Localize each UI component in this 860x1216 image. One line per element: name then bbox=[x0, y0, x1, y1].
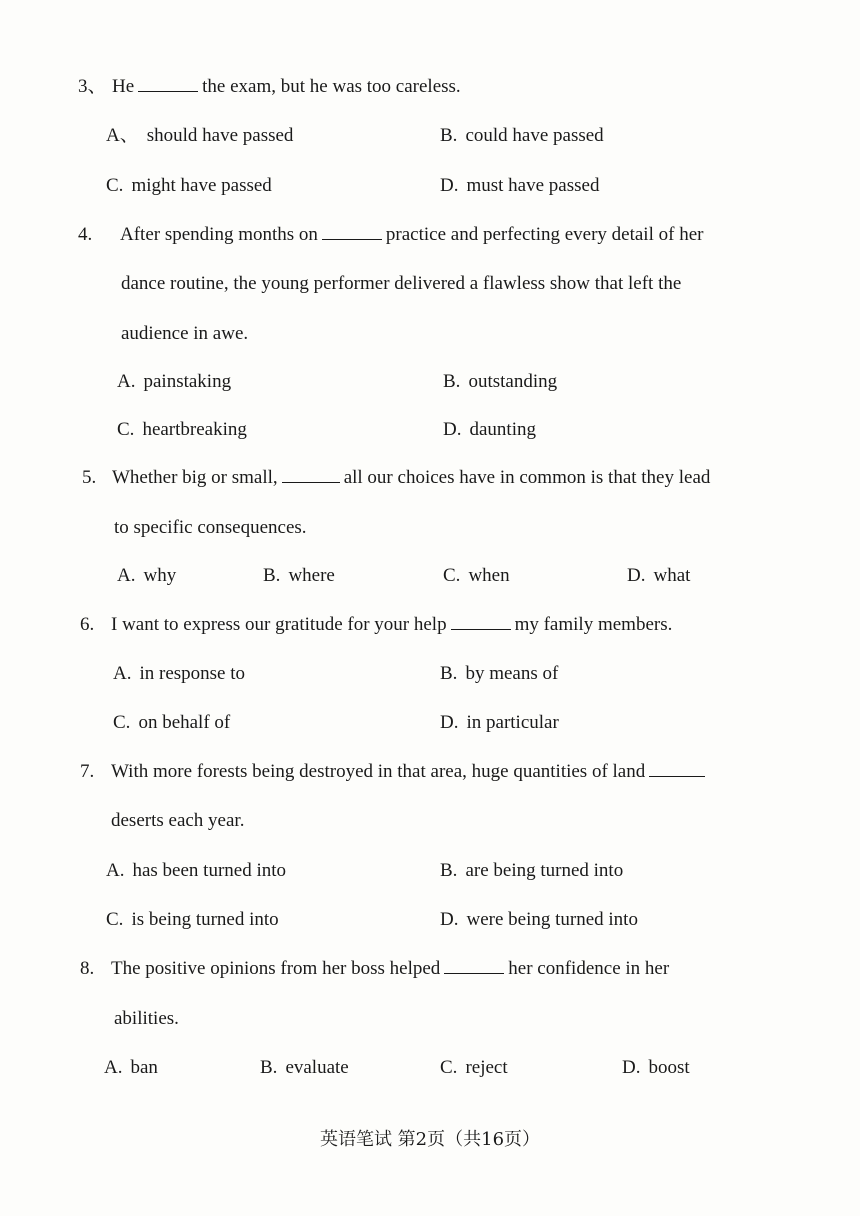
option-text: why bbox=[143, 565, 177, 586]
stem-text-after: all our choices have in common is that they lead bbox=[343, 467, 711, 488]
option-text: painstaking bbox=[143, 371, 232, 392]
question-number: 4. bbox=[78, 224, 93, 245]
question-7-option-b bbox=[440, 858, 623, 884]
option-letter: A、 bbox=[106, 125, 139, 146]
option-letter: A. bbox=[106, 860, 125, 881]
option-text: has been turned into bbox=[132, 860, 287, 881]
stem-text-before: The positive opinions from her boss helped bbox=[111, 958, 441, 979]
option-letter: A. bbox=[104, 1057, 123, 1078]
question-5-line-2: to specific consequences. bbox=[114, 517, 307, 538]
option-text: reject bbox=[465, 1057, 508, 1078]
option-letter: D. bbox=[440, 175, 459, 196]
question-8-option-d bbox=[622, 1055, 690, 1081]
question-8-line-2: abilities. bbox=[114, 1008, 179, 1029]
option-text: ban bbox=[130, 1057, 158, 1078]
option-letter: A. bbox=[117, 371, 136, 392]
option-text: where bbox=[288, 565, 335, 586]
option-text: by means of bbox=[465, 663, 559, 684]
question-8-option-a bbox=[104, 1055, 158, 1081]
option-letter: D. bbox=[627, 565, 646, 586]
question-3-option-c bbox=[106, 173, 272, 199]
stem-text-after: my family members. bbox=[514, 614, 673, 635]
stem-text-before: Whether big or small, bbox=[112, 467, 278, 488]
stem-text-after: her confidence in her bbox=[508, 958, 670, 979]
option-text: could have passed bbox=[465, 125, 604, 146]
question-4-line-2: dance routine, the young performer delivered a flawless show that left the bbox=[121, 273, 682, 294]
answer-blank bbox=[282, 465, 340, 483]
question-8-option-b bbox=[260, 1055, 349, 1081]
question-number: 3、 bbox=[78, 76, 107, 97]
stem-text-after: practice and perfecting every detail of her bbox=[385, 224, 704, 245]
option-letter: D. bbox=[622, 1057, 641, 1078]
option-letter: D. bbox=[443, 419, 462, 440]
question-6-option-c bbox=[113, 710, 230, 736]
question-6-option-d bbox=[440, 710, 559, 736]
question-6-option-a bbox=[113, 661, 245, 687]
question-number: 5. bbox=[82, 467, 97, 488]
question-8-option-c bbox=[440, 1055, 508, 1081]
answer-blank bbox=[322, 222, 382, 240]
stem-text-before: With more forests being destroyed in that area, huge quantities of land bbox=[111, 761, 646, 782]
option-text: when bbox=[468, 565, 510, 586]
option-text: on behalf of bbox=[138, 712, 231, 733]
question-4-option-a bbox=[117, 369, 231, 395]
question-4-option-c bbox=[117, 417, 247, 443]
question-5-option-c bbox=[443, 563, 510, 589]
answer-blank bbox=[138, 74, 198, 92]
option-text: must have passed bbox=[466, 175, 600, 196]
question-7-option-a bbox=[106, 858, 286, 884]
option-letter: A. bbox=[113, 663, 132, 684]
question-number: 6. bbox=[80, 614, 95, 635]
stem-text-after: the exam, but he was too careless. bbox=[202, 76, 461, 97]
question-4-option-b bbox=[443, 369, 557, 395]
question-4-line-3: audience in awe. bbox=[121, 323, 249, 344]
question-5-option-b bbox=[263, 563, 335, 589]
question-3-option-a bbox=[106, 123, 293, 149]
option-text: were being turned into bbox=[466, 909, 638, 930]
question-4-stem bbox=[78, 222, 703, 248]
answer-blank bbox=[649, 759, 705, 777]
option-letter: C. bbox=[113, 712, 131, 733]
option-text: evaluate bbox=[285, 1057, 349, 1078]
question-3-option-b bbox=[440, 123, 604, 149]
option-text: daunting bbox=[469, 419, 536, 440]
question-7-stem bbox=[80, 759, 709, 785]
question-5-stem bbox=[82, 465, 710, 491]
option-text: outstanding bbox=[468, 371, 558, 392]
option-letter: C. bbox=[106, 175, 124, 196]
answer-blank bbox=[444, 956, 504, 974]
question-5-option-d bbox=[627, 563, 690, 589]
option-text: what bbox=[653, 565, 691, 586]
question-7-line-2: deserts each year. bbox=[111, 810, 245, 831]
option-letter: B. bbox=[260, 1057, 278, 1078]
option-letter: C. bbox=[443, 565, 461, 586]
question-3-option-d bbox=[440, 173, 599, 199]
option-letter: D. bbox=[440, 712, 459, 733]
question-5-option-a bbox=[117, 563, 176, 589]
question-7-option-d bbox=[440, 907, 638, 933]
question-3-stem bbox=[78, 74, 461, 100]
option-text: boost bbox=[648, 1057, 690, 1078]
option-letter: D. bbox=[440, 909, 459, 930]
stem-text-before: I want to express our gratitude for your help bbox=[111, 614, 447, 635]
page-footer: 英语笔试 第2页（共16页） bbox=[319, 1129, 541, 1150]
option-text: should have passed bbox=[146, 125, 294, 146]
option-text: in response to bbox=[139, 663, 246, 684]
question-8-stem bbox=[80, 956, 669, 982]
option-text: is being turned into bbox=[131, 909, 279, 930]
question-number: 8. bbox=[80, 958, 95, 979]
answer-blank bbox=[451, 612, 511, 630]
question-number: 7. bbox=[80, 761, 95, 782]
option-letter: B. bbox=[443, 371, 461, 392]
option-text: heartbreaking bbox=[142, 419, 247, 440]
option-letter: C. bbox=[440, 1057, 458, 1078]
stem-text-before: He bbox=[112, 76, 135, 97]
option-letter: C. bbox=[106, 909, 124, 930]
option-letter: B. bbox=[440, 125, 458, 146]
option-letter: B. bbox=[440, 860, 458, 881]
option-text: might have passed bbox=[131, 175, 272, 196]
option-letter: A. bbox=[117, 565, 136, 586]
option-letter: C. bbox=[117, 419, 135, 440]
option-text: are being turned into bbox=[465, 860, 624, 881]
question-7-option-c bbox=[106, 907, 279, 933]
stem-text-before: After spending months on bbox=[120, 224, 318, 245]
question-6-option-b bbox=[440, 661, 558, 687]
option-letter: B. bbox=[263, 565, 281, 586]
option-text: in particular bbox=[466, 712, 559, 733]
question-4-option-d bbox=[443, 417, 536, 443]
option-letter: B. bbox=[440, 663, 458, 684]
question-6-stem bbox=[80, 612, 672, 638]
